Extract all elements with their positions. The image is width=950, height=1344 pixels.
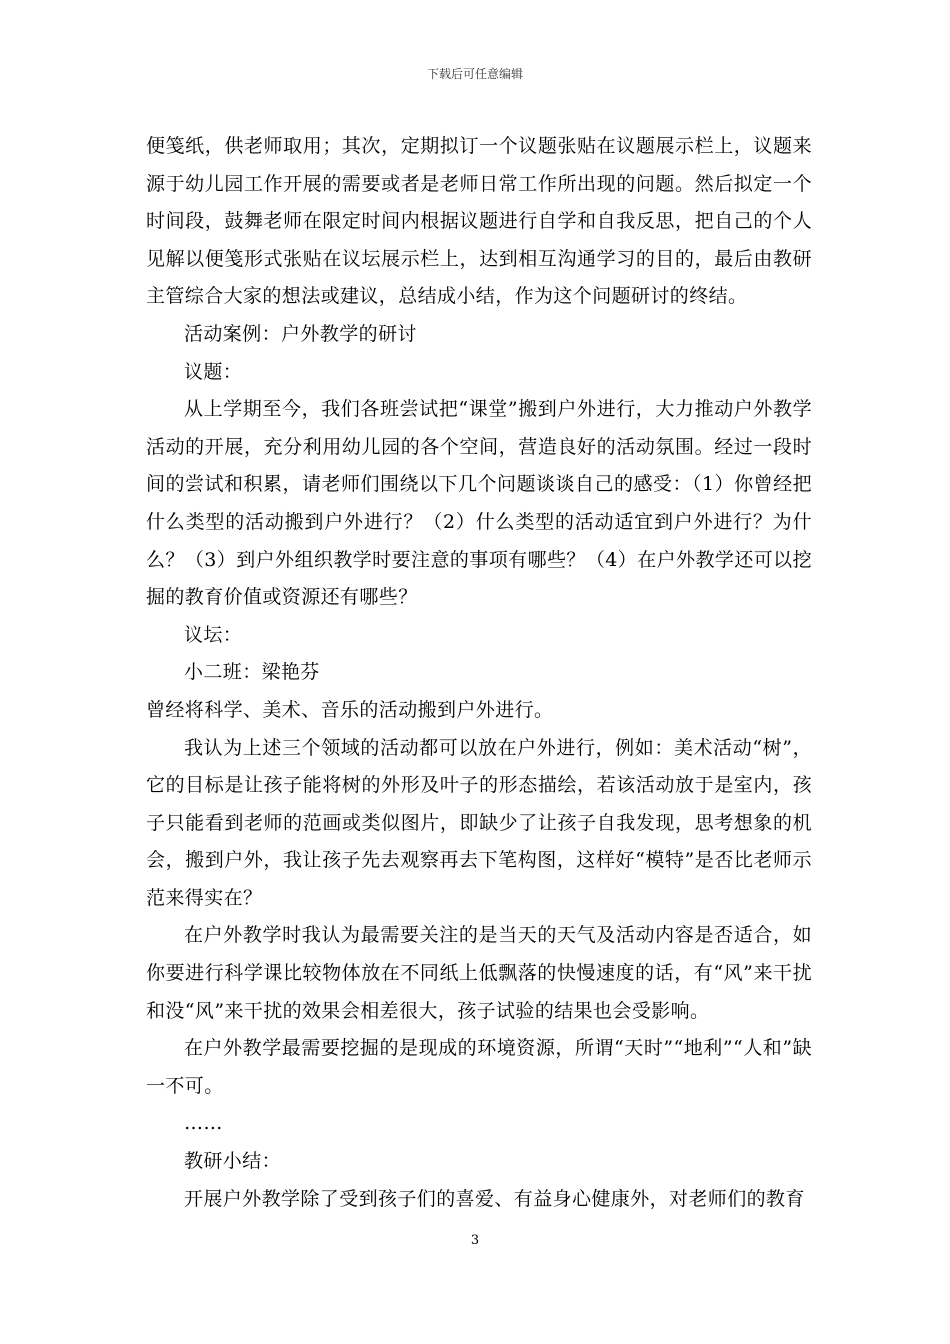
page-header: 下载后可任意编辑 xyxy=(426,67,523,81)
forum-paragraph-2: 我认为上述三个领域的活动都可以放在户外进行，例如：美术活动“树”，它的目标是让孩子能将树的外形及叶子的形态描绘，若该活动放于是室内，孩子只能看到老师的范画或类似图片，即缺少了让孩子自我发现，思考想象的机会，搬到户外，我让孩子先去观察再去下笔构图，这样好“模特”是否比老师示范来得实在？ xyxy=(146,736,812,909)
forum-paragraph-3: 在户外教学时我认为最需要关注的是当天的天气及活动内容是否适合，如你要进行科学课比较物体放在不同纸上低飘落的快慢速度的话，有“风”来干扰和没“风”来干扰的效果会相差很大，孩子试验的结果也会受影响。 xyxy=(146,924,812,1022)
topic-heading: 议题： xyxy=(184,360,243,383)
forum-heading: 议坛： xyxy=(184,623,243,646)
page-number: 3 xyxy=(470,1233,480,1248)
forum-paragraph-4: 在户外教学最需要挖掘的是现成的环境资源，所谓“天时”“地利”“人和”缺一不可。 xyxy=(146,1037,812,1097)
document-body xyxy=(146,128,812,1218)
forum-paragraph-1: 曾经将科学、美术、音乐的活动搬到户外进行。 xyxy=(146,698,554,721)
author-line: 小二班：梁艳芬 xyxy=(184,661,320,684)
summary-heading: 教研小结： xyxy=(184,1150,282,1173)
summary-paragraph: 开展户外教学除了受到孩子们的喜爱、有益身心健康外，对老师们的教育 xyxy=(184,1187,805,1210)
ellipsis-line: …… xyxy=(184,1112,223,1135)
topic-paragraph: 从上学期至今，我们各班尝试把“课堂”搬到户外进行，大力推动户外教学活动的开展，充分利用幼儿园的各个空间，营造良好的活动氛围。经过一段时间的尝试和积累，请老师们围绕以下几个问题谈谈自己的感受：（1）你曾经把什么类型的活动搬到户外进行？（2）什么类型的活动适宜到户外进行？为什么？（3）到户外组织教学时要注意的事项有哪些？（4）在户外教学还可以挖掘的教育价值或资源还有哪些？ xyxy=(146,398,812,609)
paragraph-continuation: 便笺纸，供老师取用；其次，定期拟订一个议题张贴在议题展示栏上，议题来源于幼儿园工作开展的需要或者是老师日常工作所出现的问题。然后拟定一个时间段，鼓舞老师在限定时间内根据议题进行自学和自我反思，把自己的个人见解以便笺形式张贴在议坛展示栏上，达到相互沟通学习的目的，最后由教研主管综合大家的想法或建议，总结成小结，作为这个问题研讨的终结。 xyxy=(146,135,812,308)
activity-case-heading: 活动案例：户外教学的研讨 xyxy=(184,322,417,345)
